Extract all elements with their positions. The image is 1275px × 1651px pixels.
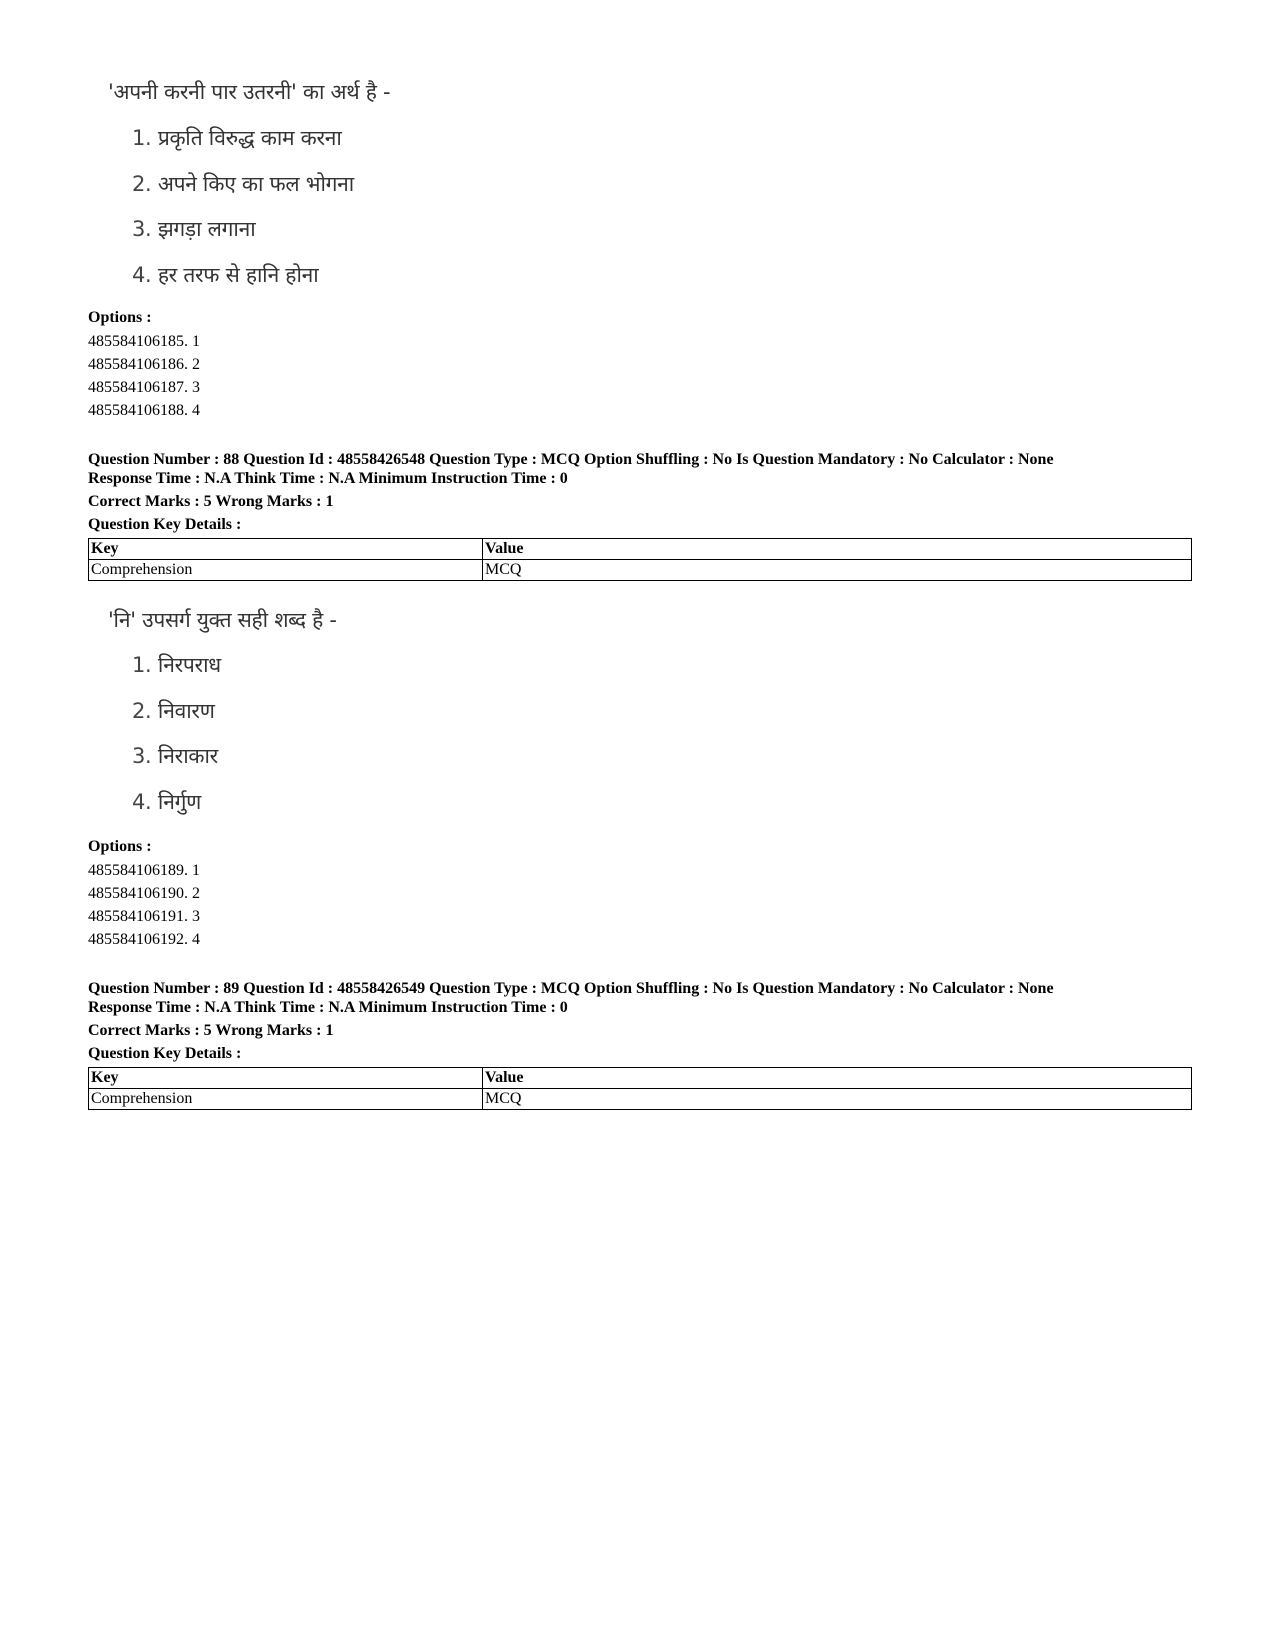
q87-question-text: 'अपनी करनी पार उतरनी' का अर्थ है - <box>108 80 391 104</box>
q87-choice-2 <box>108 170 354 198</box>
q87-choice-1 <box>108 124 342 152</box>
q88-options <box>88 835 200 951</box>
choice-number: 4. <box>132 790 152 814</box>
choice-text: झगड़ा लगाना <box>157 217 256 241</box>
question-meta-line: Question Number : 88 Question Id : 48558426548 Question Type : MCQ Option Shuffling : No Is Question Mandatory : No Calculator : None <box>88 451 1054 468</box>
table-row <box>89 560 1192 581</box>
option-line: 485584106190. 2 <box>88 885 200 902</box>
table-header-value: Value <box>483 539 1192 560</box>
choice-number: 4. <box>132 263 152 287</box>
choice-number: 2. <box>132 699 152 723</box>
q88-question-text: 'नि' उपसर्ग युक्त सही शब्द है - <box>108 608 337 632</box>
table-cell-key: Comprehension <box>89 560 483 581</box>
choice-text: निर्गुण <box>157 790 202 814</box>
choice-text: अपने किए का फल भोगना <box>157 172 354 196</box>
table-header-row <box>89 1068 1192 1089</box>
choice-number: 1. <box>132 126 152 150</box>
q87-choice-4 <box>108 261 318 289</box>
choice-text: निराकार <box>157 744 218 768</box>
q88-choice-4 <box>108 788 201 816</box>
q88-choice-2 <box>108 697 215 725</box>
q88-header <box>88 450 1192 581</box>
choice-number: 2. <box>132 172 152 196</box>
table-cell-key: Comprehension <box>89 1089 483 1110</box>
q88-choice-1 <box>108 651 221 679</box>
table-header-key: Key <box>89 1068 483 1089</box>
question-meta-line: Question Number : 89 Question Id : 48558426549 Question Type : MCQ Option Shuffling : No Is Question Mandatory : No Calculator : None <box>88 980 1054 997</box>
q87-choice-3 <box>108 215 255 243</box>
question-timing-line: Response Time : N.A Think Time : N.A Minimum Instruction Time : 0 <box>88 470 568 487</box>
table-cell-value: MCQ <box>483 1089 1192 1110</box>
q89-header <box>88 979 1192 1110</box>
options-label: Options : <box>88 309 152 326</box>
table-header-row <box>89 539 1192 560</box>
q87-options <box>88 306 200 422</box>
choice-number: 3. <box>132 217 152 241</box>
option-line: 485584106191. 3 <box>88 908 200 925</box>
option-line: 485584106186. 2 <box>88 356 200 373</box>
choice-number: 3. <box>132 744 152 768</box>
table-cell-value: MCQ <box>483 560 1192 581</box>
choice-text: हर तरफ से हानि होना <box>157 263 319 287</box>
choice-number: 1. <box>132 653 152 677</box>
option-line: 485584106187. 3 <box>88 379 200 396</box>
table-row <box>89 1089 1192 1110</box>
option-line: 485584106185. 1 <box>88 333 200 350</box>
option-line: 485584106189. 1 <box>88 862 200 879</box>
choice-text: निवारण <box>157 699 215 723</box>
key-details-table <box>88 1067 1192 1110</box>
choice-text: प्रकृति विरुद्ध काम करना <box>157 126 342 150</box>
table-header-value: Value <box>483 1068 1192 1089</box>
question-timing-line: Response Time : N.A Think Time : N.A Minimum Instruction Time : 0 <box>88 999 568 1016</box>
table-header-key: Key <box>89 539 483 560</box>
option-line: 485584106192. 4 <box>88 931 200 948</box>
key-details-label: Question Key Details : <box>88 516 242 533</box>
key-details-table <box>88 538 1192 581</box>
q88-question-image <box>108 606 337 634</box>
question-marks: Correct Marks : 5 Wrong Marks : 1 <box>88 493 334 510</box>
key-details-label: Question Key Details : <box>88 1045 242 1062</box>
choice-text: निरपराध <box>157 653 221 677</box>
q88-choice-3 <box>108 742 218 770</box>
q87-question-image <box>108 78 390 106</box>
question-marks: Correct Marks : 5 Wrong Marks : 1 <box>88 1022 334 1039</box>
options-label: Options : <box>88 838 152 855</box>
option-line: 485584106188. 4 <box>88 402 200 419</box>
